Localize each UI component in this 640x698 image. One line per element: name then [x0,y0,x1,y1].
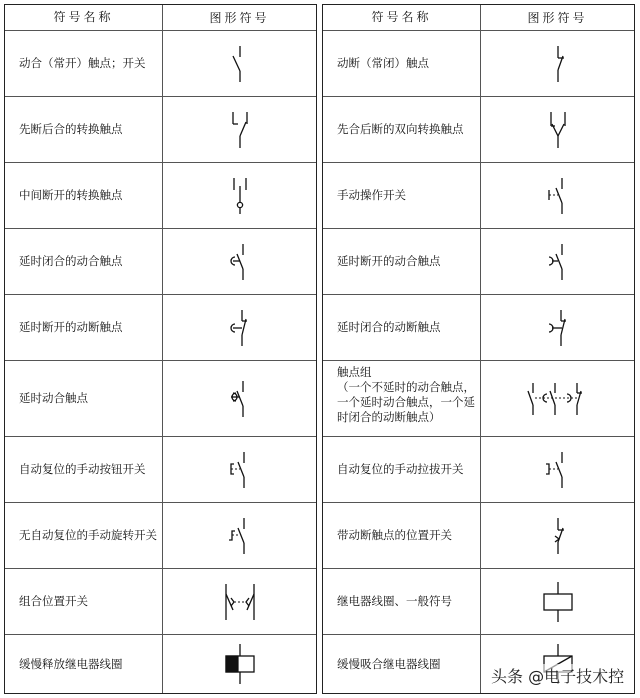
table-row [5,295,316,361]
delayed-closing-make-contact-icon [225,242,255,282]
symbol-name: 组合位置开关 [5,569,163,634]
symbol-name: 缓慢吸合继电器线圈 [323,635,481,693]
changeover-make-before-break-icon [543,110,573,150]
symbol-name: 中间断开的转换触点 [5,163,163,228]
table-row [323,163,634,229]
combined-position-switch-icon [218,582,262,622]
table-row [5,31,316,97]
break-contact-icon [543,44,573,84]
symbol-name: 自动复位的手动拉拔开关 [323,437,481,502]
contact-group-icon [525,379,591,419]
table-row [323,295,634,361]
table-row [5,163,316,229]
delayed-opening-make-contact-icon [543,242,573,282]
symbol-name: 自动复位的手动按钮开关 [5,437,163,502]
table-row [323,569,634,635]
right-symbol-table [322,4,635,694]
table-row [323,97,634,163]
changeover-center-off-icon [225,176,255,216]
table-row [5,229,316,295]
symbol-name: 延时动合触点 [5,361,163,436]
relay-coil-icon [541,582,575,622]
table-row [5,361,316,437]
symbol-name: 继电器线圈、一般符号 [323,569,481,634]
symbol-name: 延时断开的动合触点 [323,229,481,294]
table-row [323,437,634,503]
pull-switch-icon [543,450,573,490]
symbol-name: 触点组 （一个不延时的动合触点， 一个延时动合触点，一个延 时闭合的动断触点） [323,361,481,436]
rotary-switch-icon [225,516,255,556]
symbol-name: 先断后合的转换触点 [5,97,163,162]
manual-switch-icon [543,176,573,216]
delayed-make-contact-icon [225,379,255,419]
symbol-table-sheet [4,4,635,694]
symbol-name: 带动断触点的位置开关 [323,503,481,568]
symbol-name: 缓慢释放继电器线圈 [5,635,163,693]
table-row [5,635,316,693]
header-name: 符号名称 [323,5,481,30]
table-row [5,503,316,569]
table-row [5,569,316,635]
slow-release-relay-coil-icon [223,644,257,684]
position-switch-break-icon [543,516,573,556]
table-row [323,229,634,295]
watermark: 头条 @电子技术控 [488,664,627,687]
symbol-name: 动断（常闭）触点 [323,31,481,96]
table-row [5,97,316,163]
table-row [5,437,316,503]
table-row [323,361,634,437]
symbol-name: 无自动复位的手动旋转开关 [5,503,163,568]
symbol-name: 手动操作开关 [323,163,481,228]
header-symbol: 图形符号 [209,11,270,25]
header-name: 符号名称 [5,5,163,30]
symbol-name: 延时断开的动断触点 [5,295,163,360]
changeover-break-before-make-icon [225,110,255,150]
table-header [5,5,316,31]
push-button-switch-icon [225,450,255,490]
table-row [323,503,634,569]
delayed-opening-break-contact-icon [225,308,255,348]
delayed-closing-break-contact-icon [543,308,573,348]
symbol-name: 延时闭合的动断触点 [323,295,481,360]
make-contact-icon [225,44,255,84]
symbol-name: 先合后断的双向转换触点 [323,97,481,162]
left-symbol-table [4,4,317,694]
symbol-name: 延时闭合的动合触点 [5,229,163,294]
table-header [323,5,634,31]
symbol-name: 动合（常开）触点；开关 [5,31,163,96]
table-row [323,31,634,97]
header-symbol: 图形符号 [527,11,588,25]
